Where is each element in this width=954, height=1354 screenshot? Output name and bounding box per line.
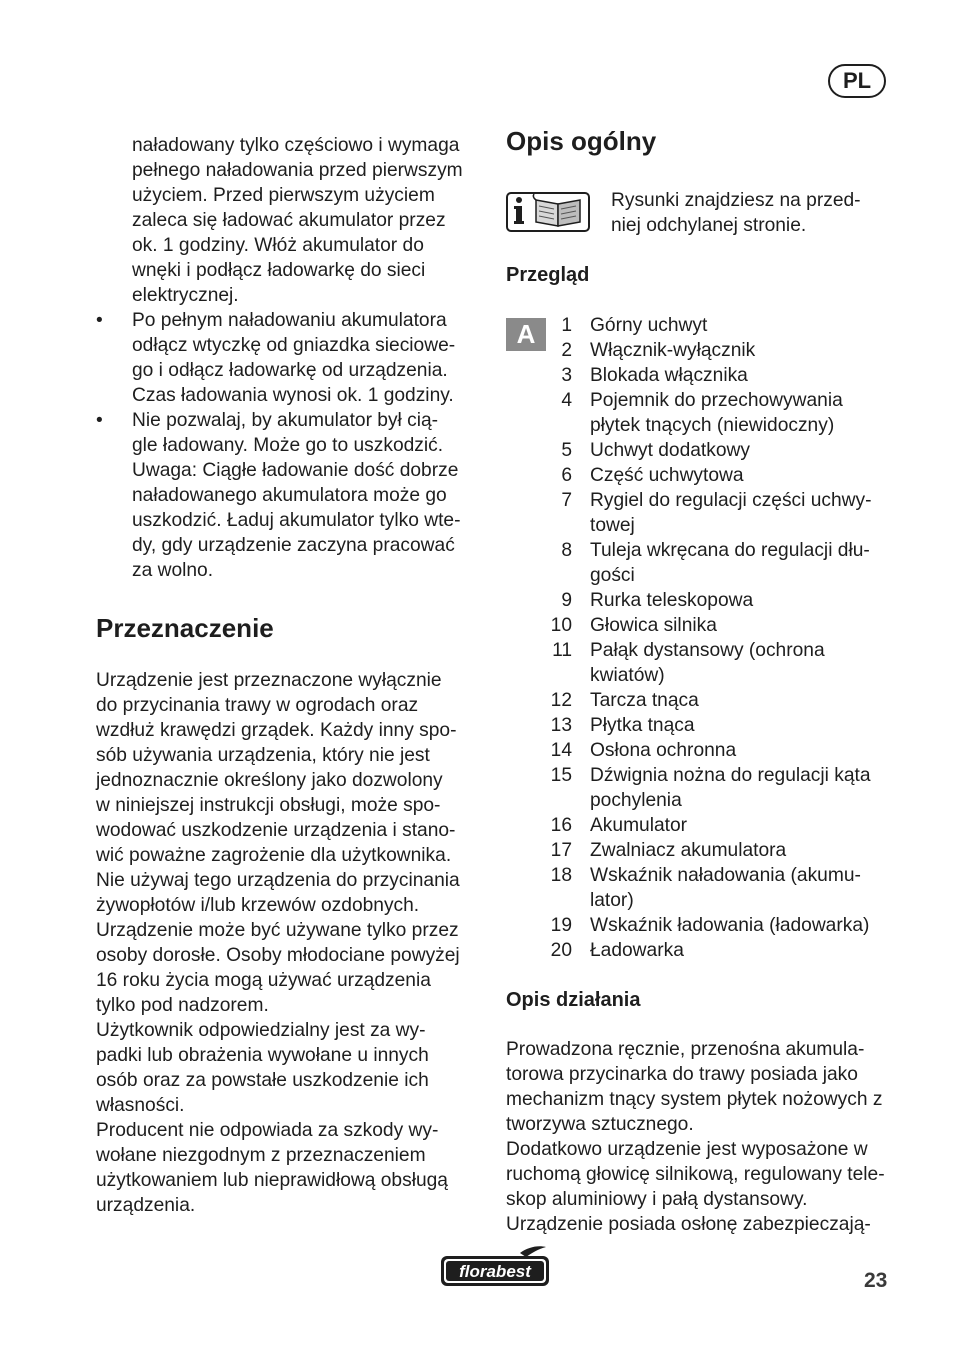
text-line: ruchomą głowicę silnikową, regulowany tele-: [506, 1164, 885, 1185]
item-number: 14: [550, 740, 572, 761]
text-line: do przycinania trawy w ogrodach oraz: [96, 695, 419, 716]
item-number: 19: [550, 915, 572, 936]
item-number: 3: [561, 365, 572, 386]
text-line: padki lub obrażenia wywołane u innych: [96, 1045, 429, 1066]
text-line: jednoznacznie określony jako dozwolony: [96, 770, 443, 791]
item-number: 11: [552, 640, 572, 661]
text-line: ok. 1 godziny. Włóż akumulator do: [132, 235, 424, 256]
list-item: [544, 688, 894, 713]
text-line: osoby dorosłe. Osoby młodociane powyżej: [96, 945, 460, 966]
text-line: wołane niezgodnym z przeznaczeniem: [96, 1145, 426, 1166]
item-number: 7: [561, 490, 572, 511]
text-line: pełnego naładowania przed pierwszym: [132, 160, 463, 181]
text-line: Wskaźnik ładowania (ładowarka): [590, 915, 870, 936]
logo-leaf-icon: [520, 1246, 546, 1257]
text-line: wić poważne zagrożenie dla użytkownika.: [96, 845, 452, 866]
list-item: [544, 363, 894, 388]
text-line: Tarcza tnąca: [590, 690, 699, 711]
list-item: [544, 813, 894, 838]
text-line: Nie używaj tego urządzenia do przycinania: [96, 870, 460, 891]
page-number: 23: [864, 1269, 888, 1292]
bullet-item: [96, 308, 480, 408]
text-line: Czas ładowania wynosi ok. 1 godziny.: [132, 385, 454, 406]
parts-list: [506, 313, 894, 963]
text-line: Producent nie odpowiada za szkody wy-: [96, 1120, 439, 1141]
text-line: tylko pod nadzorem.: [96, 995, 269, 1016]
text-line: Górny uchwyt: [590, 315, 708, 336]
text-line: Urządzenie posiada osłonę zabezpieczają-: [506, 1214, 871, 1235]
list-item: [544, 338, 894, 363]
text-line: uszkodzić. Ładuj akumulator tylko wte-: [132, 510, 461, 531]
bullet-list: [96, 308, 480, 583]
text-line: wzdłuż krawędzi grządek. Każdy inny spo-: [96, 720, 457, 741]
text-line: Część uchwytowa: [590, 465, 744, 486]
text-line: Ładowarka: [590, 940, 684, 961]
list-item: [544, 938, 894, 963]
text-line: Głowica silnika: [590, 615, 717, 636]
continued-paragraph: [132, 133, 480, 308]
item-number: 13: [550, 715, 572, 736]
right-column: [506, 126, 894, 1237]
list-item: [544, 538, 894, 588]
bullet-marker: •: [96, 310, 103, 331]
list-item: [544, 638, 894, 688]
text-line: Urządzenie jest przeznaczone wyłącznie: [96, 670, 442, 691]
list-item: [544, 713, 894, 738]
text-line: urządzenia.: [96, 1195, 196, 1216]
text-line: Zwalniacz akumulatora: [590, 840, 787, 861]
text-line: Użytkownik odpowiedzialny jest za wy-: [96, 1020, 426, 1041]
text-line: wnęki i podłącz ładowarkę do sieci: [132, 260, 426, 281]
text-line: Urządzenie może być używane tylko przez: [96, 920, 459, 941]
list-item: [544, 838, 894, 863]
item-number: 15: [550, 765, 572, 786]
text-line: gości: [590, 565, 635, 586]
text-line: lator): [590, 890, 634, 911]
text-line: mechanizm tnący system płytek nożowych z: [506, 1089, 883, 1110]
list-item: [544, 763, 894, 813]
subsection-title-overview: Przegląd: [506, 264, 590, 286]
text-line: Po pełnym naładowaniu akumulatora: [132, 310, 447, 331]
text-line: naładowanego akumulatora może go: [132, 485, 447, 506]
text-line: osób oraz za powstałe uszkodzenie ich: [96, 1070, 429, 1091]
item-number: 20: [550, 940, 572, 961]
text-line: Prowadzona ręcznie, przenośna akumula-: [506, 1039, 865, 1060]
text-line: Osłona ochronna: [590, 740, 737, 761]
text-line: go i odłącz ładowarkę od urządzenia.: [132, 360, 448, 381]
text-line: torowa przycinarka do trawy posiada jako: [506, 1064, 858, 1085]
language-badge: PL: [828, 64, 886, 98]
bullet-item: [96, 408, 480, 583]
text-line: Dźwignia nożna do regulacji kąta: [590, 765, 871, 786]
info-book-icon: [506, 192, 590, 232]
logo-text: florabest: [459, 1262, 531, 1281]
text-line: płytek tnących (niewidoczny): [590, 415, 835, 436]
text-line: Wskaźnik naładowania (akumu-: [590, 865, 861, 886]
text-line: wodować uszkodzenie urządzenia i stano-: [96, 820, 456, 841]
text-line: pochylenia: [590, 790, 682, 811]
list-item: [544, 488, 894, 538]
parts-overview: [506, 313, 894, 963]
list-item: [544, 588, 894, 613]
text-line: Uwaga: Ciągłe ładowanie dość dobrze: [132, 460, 459, 481]
text-line: Rysunki znajdziesz na przed-: [611, 190, 861, 211]
text-line: Pojemnik do przechowywania: [590, 390, 843, 411]
item-number: 16: [550, 815, 572, 836]
text-line: towej: [590, 515, 635, 536]
list-item: [544, 863, 894, 913]
info-note: [506, 188, 894, 246]
function-paragraph: [506, 1037, 894, 1237]
list-item: [544, 738, 894, 763]
text-line: Rurka teleskopowa: [590, 590, 754, 611]
subsection-title-function: Opis działania: [506, 989, 641, 1011]
intended-use-paragraph: [96, 668, 480, 1218]
text-line: niej odchylanej stronie.: [611, 215, 807, 236]
list-item: [544, 913, 894, 938]
bullet-marker: •: [96, 410, 103, 431]
item-number: 6: [561, 465, 572, 486]
text-line: odłącz wtyczkę od gniazdka sieciowe-: [132, 335, 456, 356]
item-number: 5: [561, 440, 572, 461]
text-line: zaleca się ładować akumulator przez: [132, 210, 446, 231]
left-column: [96, 133, 480, 1218]
text-line: w niniejszej instrukcji obsługi, może spo-: [96, 795, 441, 816]
item-number: 8: [561, 540, 572, 561]
text-line: Uchwyt dodatkowy: [590, 440, 750, 461]
section-title-intended-use: Przeznaczenie: [96, 613, 274, 643]
text-line: naładowany tylko częściowo i wymaga: [132, 135, 460, 156]
item-number: 18: [550, 865, 572, 886]
text-line: 16 roku życia mogą używać urządzenia: [96, 970, 431, 991]
text-line: skop aluminiowy i pałą dystansowy.: [506, 1189, 808, 1210]
list-item: [544, 613, 894, 638]
text-line: Akumulator: [590, 815, 688, 836]
text-line: Rygiel do regulacji części uchwy-: [590, 490, 872, 511]
item-number: 1: [561, 315, 572, 336]
text-line: kwiatów): [590, 665, 665, 686]
text-line: elektrycznej.: [132, 285, 239, 306]
item-number: 4: [561, 390, 572, 411]
text-line: Blokada włącznika: [590, 365, 748, 386]
list-item: [544, 313, 894, 338]
section-title-general-description: Opis ogólny: [506, 126, 657, 156]
florabest-logo: [438, 1245, 552, 1289]
text-line: Nie pozwalaj, by akumulator był cią-: [132, 410, 439, 431]
text-line: użyciem. Przed pierwszym użyciem: [132, 185, 435, 206]
text-line: żywopłotów i/lub krzewów ozdobnych.: [96, 895, 420, 916]
figure-badge: A: [506, 318, 546, 351]
item-number: 9: [561, 590, 572, 611]
item-number: 10: [550, 615, 572, 636]
text-line: gle ładowany. Może go to uszkodzić.: [132, 435, 444, 456]
item-number: 2: [561, 340, 572, 361]
text-line: Dodatkowo urządzenie jest wyposażone w: [506, 1139, 868, 1160]
text-line: dy, gdy urządzenie zaczyna pracować: [132, 535, 455, 556]
text-line: Płytka tnąca: [590, 715, 695, 736]
text-line: tworzywa sztucznego.: [506, 1114, 694, 1135]
text-line: Tuleja wkręcana do regulacji dłu-: [590, 540, 870, 561]
list-item: [544, 463, 894, 488]
list-item: [544, 388, 894, 438]
text-line: użytkowaniem lub nieprawidłową obsługą: [96, 1170, 448, 1191]
text-line: Włącznik-wyłącznik: [590, 340, 756, 361]
info-text: [611, 188, 901, 238]
text-line: Pałąk dystansowy (ochrona: [590, 640, 825, 661]
item-number: 17: [550, 840, 572, 861]
text-line: sób używania urządzenia, który nie jest: [96, 745, 430, 766]
text-line: własności.: [96, 1095, 185, 1116]
text-line: za wolno.: [132, 560, 214, 581]
list-item: [544, 438, 894, 463]
item-number: 12: [550, 690, 572, 711]
